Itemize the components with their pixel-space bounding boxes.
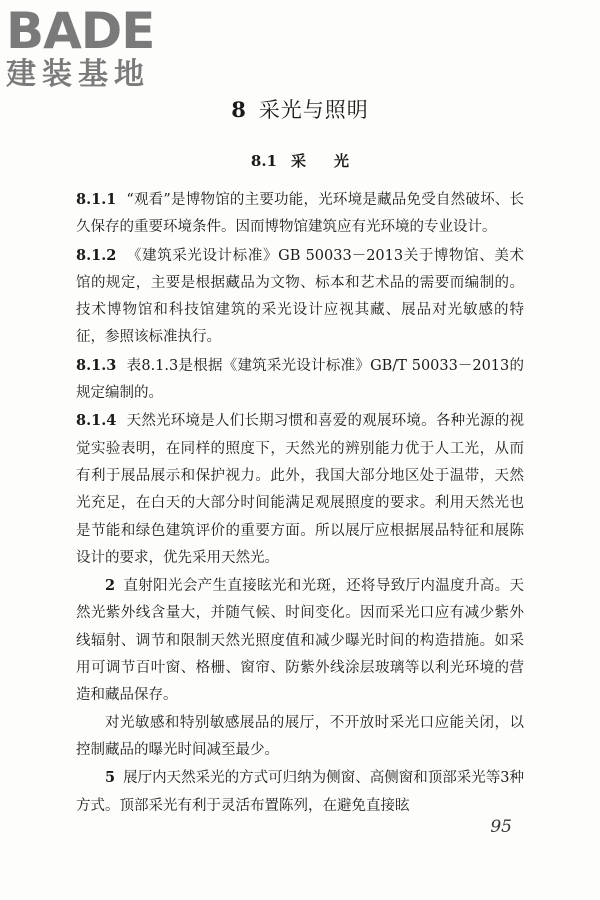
logo-brand: BADE — [6, 2, 155, 60]
body-text — [76, 186, 524, 820]
chapter-title: 采光与照明 — [258, 98, 369, 122]
publisher-logo — [6, 2, 176, 92]
paragraph-8-1-1 — [76, 186, 524, 242]
paragraph-item-2 — [76, 572, 524, 709]
paragraph-continuation — [76, 710, 524, 765]
paragraph-8-1-2 — [76, 242, 524, 352]
item-number: 5 — [105, 769, 116, 787]
item-number: 2 — [105, 577, 116, 595]
paragraph-text: “观看”是博物馆的主要功能，光环境是藏品免受自然破坏、长久保存的重要环境条件。因而博物馆建筑应有光环境的专业设计。 — [76, 192, 524, 236]
logo-subtitle: 建装基地 — [6, 57, 150, 92]
chapter-heading — [0, 94, 600, 124]
section-title-char-2: 光 — [334, 152, 350, 170]
paragraph-8-1-3 — [76, 352, 524, 408]
paragraph-8-1-4 — [76, 407, 524, 572]
section-number: 8.1 — [250, 152, 278, 170]
article-number: 8.1.2 — [76, 246, 117, 264]
paragraph-text: 天然光环境是人们长期习惯和喜爱的观展环境。各种光源的视觉实验表明，在同样的照度下，天然光的辨别能力优于人工光，从而有利于展品展示和保护视力。此外，我国大部分地区处于温带，天然光充足，在白天的大部分时间能满足观展照度的要求。利用天然光也是节能和绿色建筑评价的重要方面。所以展厅应根据展品特征和展陈设计的要求，优先采用天然光。 — [76, 413, 524, 566]
article-number: 8.1.3 — [76, 356, 117, 374]
paragraph-text: 展厅内天然采光的方式可归纳为侧窗、高侧窗和顶部采光等3种方式。顶部采光有利于灵活布置陈列，在避免直接眩 — [76, 770, 524, 814]
paragraph-text: 《建筑采光设计标准》GB 50033－2013关于博物馆、美术馆的规定，主要是根据藏品为文物、标本和艺术品的需要而编制的。技术博物馆和科技馆建筑的采光设计应视其藏、展品对光敏感的特征，参照该标准执行。 — [76, 247, 524, 346]
paragraph-text: 表8.1.3是根据《建筑采光设计标准》GB/T 50033－2013的规定编制的。 — [76, 357, 524, 402]
paragraph-text: 直射阳光会产生直接眩光和光斑，还将导致厅内温度升高。天然光紫外线含量大，并随气候、时间变化。因而采光口应有减少紫外线辐射、调节和限制天然光照度值和减少曝光时间的构造措施。如采用可调节百叶窗、格栅、窗帘、防紫外线涂层玻璃等以利光环境的营造和藏品保存。 — [76, 578, 524, 704]
section-heading — [0, 150, 600, 171]
chapter-number: 8 — [231, 97, 247, 122]
article-number: 8.1.4 — [76, 412, 117, 430]
section-title-char-1: 采 — [291, 152, 307, 170]
article-number: 8.1.1 — [76, 191, 117, 208]
page-number: 95 — [490, 817, 512, 837]
paragraph-item-5 — [76, 764, 524, 820]
paragraph-text: 对光敏感和特别敏感展品的展厅，不开放时采光口应能关闭，以控制藏品的曝光时间减至最少。 — [76, 714, 524, 758]
